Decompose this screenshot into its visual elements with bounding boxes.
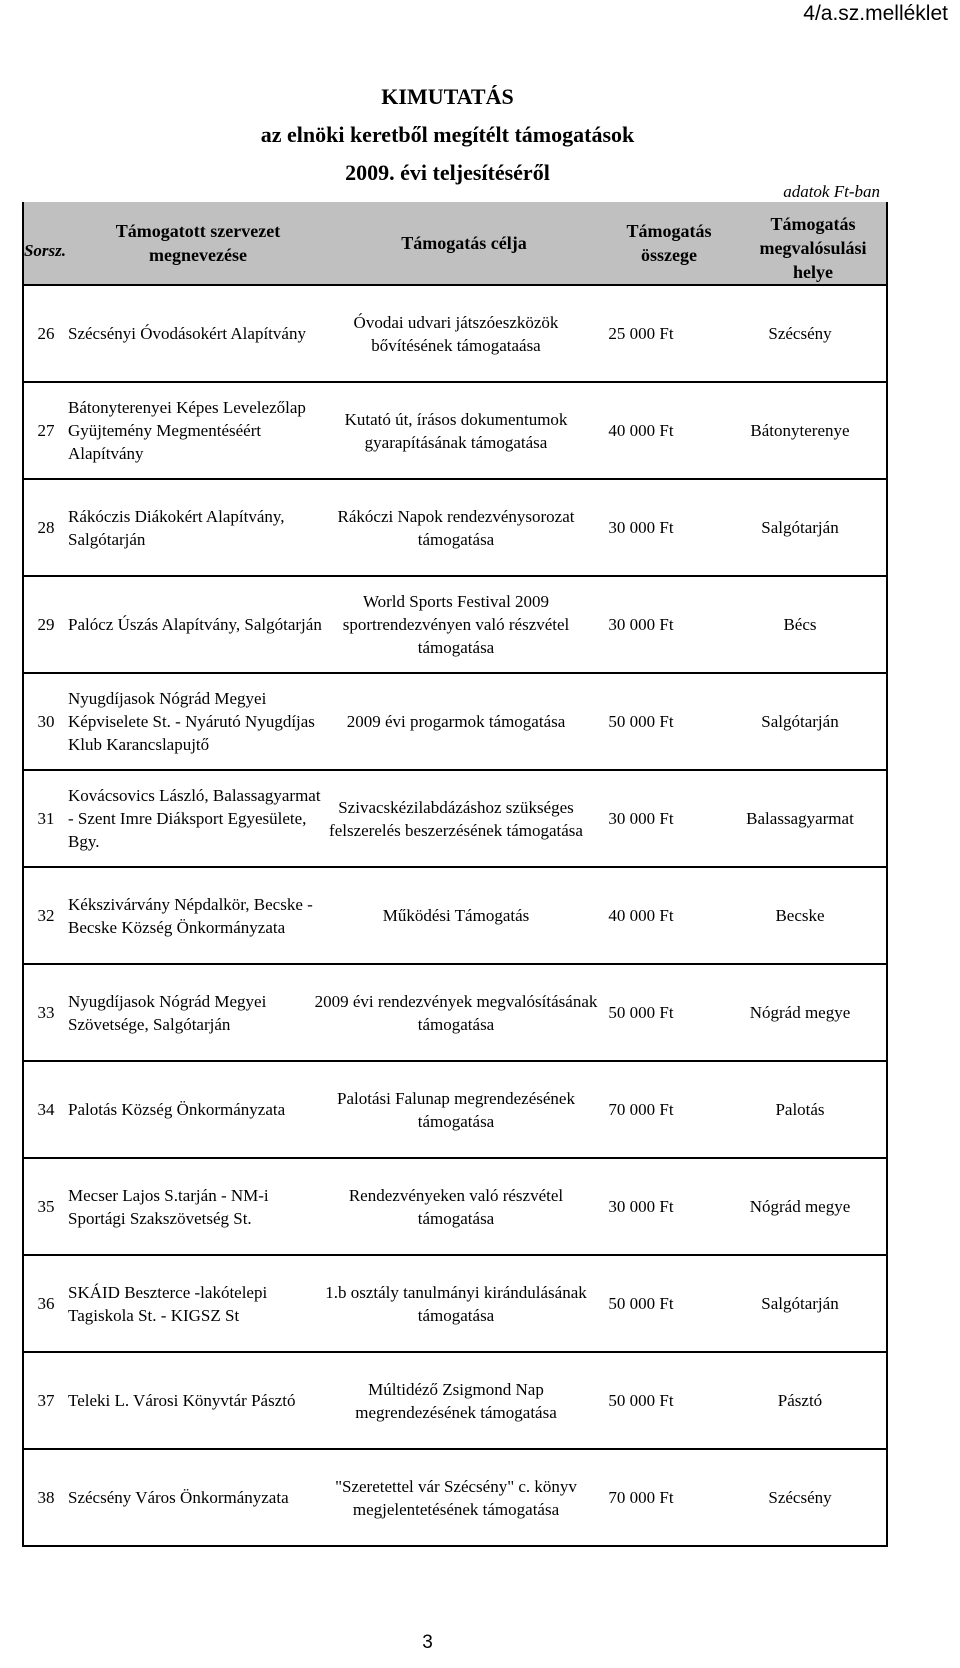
row-number: 38 bbox=[37, 1488, 55, 1507]
row-organization: Palotás Község Önkormányzata bbox=[68, 1100, 286, 1119]
row-organization: SKÁID Beszterce -lakótelepi Tagiskola St. - KIGSZ St bbox=[68, 1282, 268, 1325]
row-purpose: 2009 évi rendezvények megvalósításának támogatása bbox=[314, 991, 598, 1034]
row-number: 30 bbox=[37, 712, 55, 731]
row-place: Balassagyarmat bbox=[746, 809, 854, 828]
row-purpose: "Szeretettel vár Szécsény" c. könyv megjelentetésének támogatása bbox=[335, 1476, 577, 1519]
row-purpose: Óvodai udvari játszóeszközök bővítésének támogataása bbox=[353, 312, 559, 355]
row-place: Palotás bbox=[775, 1100, 825, 1119]
table-row bbox=[22, 1159, 888, 1256]
table-header bbox=[22, 202, 888, 284]
row-place: Szécsény bbox=[768, 1488, 832, 1507]
table-row bbox=[22, 286, 888, 383]
row-organization: Szécsényi Óvodásokért Alapítvány bbox=[68, 324, 306, 343]
row-purpose: Rendezvényeken való részvétel támogatása bbox=[348, 1185, 564, 1228]
row-organization: Kékszivárvány Népdalkör, Becske - Becske Község Önkormányzata bbox=[68, 894, 313, 937]
table-row bbox=[22, 1062, 888, 1159]
row-amount: 70 000 Ft bbox=[608, 1488, 674, 1507]
row-amount: 70 000 Ft bbox=[608, 1100, 674, 1119]
row-purpose: Működési Támogatás bbox=[382, 906, 530, 925]
row-number: 26 bbox=[37, 324, 55, 343]
row-number: 28 bbox=[37, 518, 55, 537]
table-row bbox=[22, 577, 888, 674]
row-amount: 50 000 Ft bbox=[608, 1391, 674, 1410]
row-place: Salgótarján bbox=[761, 1294, 839, 1313]
row-place: Salgótarján bbox=[761, 518, 839, 537]
title-line-3: 2009. évi teljesítéséről bbox=[345, 160, 550, 185]
header-amount: Támogatás összege bbox=[626, 221, 712, 265]
row-organization: Bátonyterenyei Képes Levelezőlap Gyüjtemény Megmentéséért Alapítvány bbox=[68, 398, 306, 463]
table-body bbox=[22, 286, 888, 1547]
title-line-2: az elnöki keretből megítélt támogatások bbox=[260, 122, 635, 147]
attachment-label: 4/a.sz.melléklet bbox=[803, 2, 948, 25]
row-place: Becske bbox=[775, 906, 825, 925]
row-number: 36 bbox=[37, 1294, 55, 1313]
table-row bbox=[22, 1256, 888, 1353]
row-organization: Nyugdíjasok Nógrád Megyei Képviselete St. - Nyárutó Nyugdíjas Klub Karancslapujtő bbox=[68, 689, 315, 754]
table-row bbox=[22, 480, 888, 577]
table-row bbox=[22, 1353, 888, 1450]
unit-note: adatok Ft-ban bbox=[783, 182, 880, 201]
row-organization: Szécsény Város Önkormányzata bbox=[68, 1488, 289, 1507]
row-place: Szécsény bbox=[768, 324, 832, 343]
row-organization: Rákóczis Diákokért Alapítvány, Salgótarján bbox=[68, 506, 285, 549]
row-purpose: World Sports Festival 2009 sportrendezvényen való részvétel támogatása bbox=[342, 592, 570, 657]
row-purpose: Rákóczi Napok rendezvénysorozat támogatása bbox=[337, 506, 575, 549]
header-name: Támogatott szervezet megnevezése bbox=[115, 221, 281, 265]
row-number: 31 bbox=[37, 809, 55, 828]
row-amount: 25 000 Ft bbox=[608, 324, 674, 343]
row-amount: 30 000 Ft bbox=[608, 1197, 674, 1216]
row-organization: Nyugdíjasok Nógrád Megyei Szövetsége, Salgótarján bbox=[68, 991, 267, 1034]
row-place: Nógrád megye bbox=[749, 1003, 851, 1022]
row-place: Bécs bbox=[783, 615, 817, 634]
row-number: 37 bbox=[37, 1391, 55, 1410]
row-place: Nógrád megye bbox=[749, 1197, 851, 1216]
row-place: Pásztó bbox=[777, 1391, 823, 1410]
row-number: 35 bbox=[37, 1197, 55, 1216]
row-number: 34 bbox=[37, 1100, 55, 1119]
row-amount: 40 000 Ft bbox=[608, 421, 674, 440]
row-purpose: Múltidéző Zsigmond Nap megrendezésének támogatása bbox=[355, 1379, 557, 1422]
table-row bbox=[22, 965, 888, 1062]
row-organization: Kovácsovics László, Balassagyarmat - Szent Imre Diáksport Egyesülete, Bgy. bbox=[68, 786, 321, 851]
row-number: 29 bbox=[37, 615, 55, 634]
header-purpose: Támogatás célja bbox=[401, 233, 527, 253]
row-amount: 50 000 Ft bbox=[608, 712, 674, 731]
row-amount: 30 000 Ft bbox=[608, 518, 674, 537]
table-row bbox=[22, 1450, 888, 1547]
row-amount: 30 000 Ft bbox=[608, 615, 674, 634]
header-place: Támogatás megvalósulási helye bbox=[759, 214, 867, 282]
row-purpose: Palotási Falunap megrendezésének támogatása bbox=[337, 1088, 575, 1131]
row-place: Salgótarján bbox=[761, 712, 839, 731]
row-purpose: Kutató út, írásos dokumentumok gyarapításának támogatása bbox=[344, 409, 568, 452]
row-amount: 40 000 Ft bbox=[608, 906, 674, 925]
table-row bbox=[22, 383, 888, 480]
row-organization: Palócz Úszás Alapítvány, Salgótarján bbox=[68, 615, 322, 634]
title-line-1: KIMUTATÁS bbox=[381, 84, 514, 109]
row-number: 27 bbox=[37, 421, 55, 440]
document-title bbox=[0, 78, 895, 192]
row-amount: 50 000 Ft bbox=[608, 1003, 674, 1022]
table-row bbox=[22, 674, 888, 771]
row-purpose: 2009 évi progarmok támogatása bbox=[346, 712, 566, 731]
row-purpose: 1.b osztály tanulmányi kirándulásának támogatása bbox=[325, 1282, 587, 1325]
row-amount: 30 000 Ft bbox=[608, 809, 674, 828]
row-number: 32 bbox=[37, 906, 55, 925]
header-sorsz: Sorsz. bbox=[23, 241, 67, 260]
row-number: 33 bbox=[37, 1003, 55, 1022]
row-organization: Mecser Lajos S.tarján - NM-i Sportági Szakszövetség St. bbox=[68, 1185, 269, 1228]
page-number: 3 bbox=[422, 1632, 433, 1653]
row-organization: Teleki L. Városi Könyvtár Pásztó bbox=[68, 1391, 296, 1410]
row-amount: 50 000 Ft bbox=[608, 1294, 674, 1313]
row-place: Bátonyterenye bbox=[750, 421, 850, 440]
row-purpose: Szivacskézilabdázáshoz szükséges felszerelés beszerzésének támogatása bbox=[329, 797, 583, 840]
table-row bbox=[22, 868, 888, 965]
table-row bbox=[22, 771, 888, 868]
